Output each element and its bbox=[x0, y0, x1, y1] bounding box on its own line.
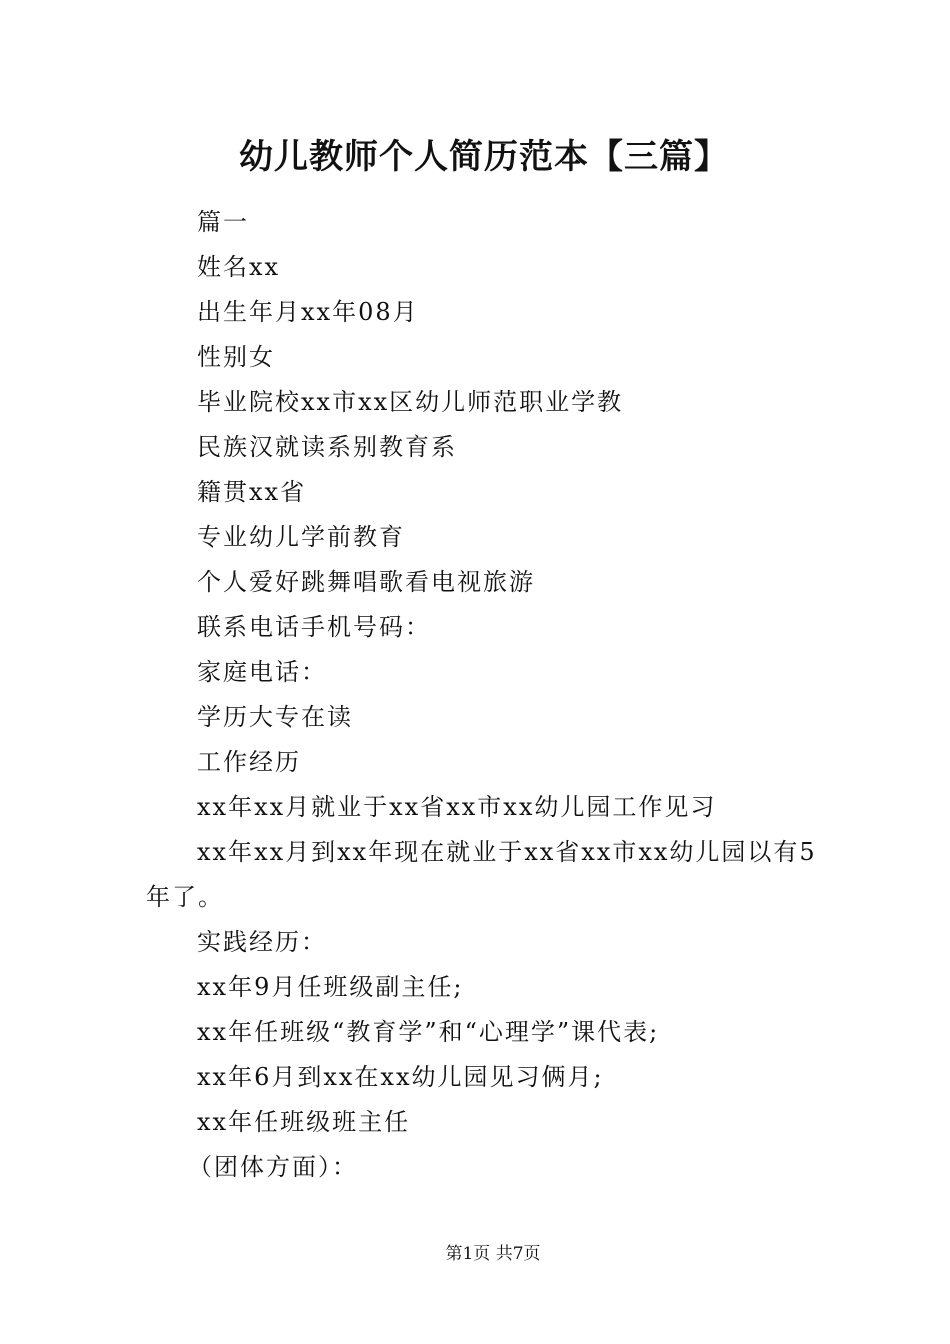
paragraph: xx年6月到xx在xx幼儿园见习俩月; bbox=[197, 1063, 604, 1091]
paragraph: 民族汉就读系别教育系 bbox=[197, 433, 457, 461]
paragraph: xx年任班级“教育学”和“心理学”课代表; bbox=[197, 1018, 660, 1046]
paragraph: xx年xx月到xx年现在就业于xx省xx市xx幼儿园以有5年了。 bbox=[146, 838, 817, 911]
paragraph: 工作经历 bbox=[197, 748, 301, 776]
paragraph: 联系电话手机号码： bbox=[197, 613, 431, 641]
paragraph: 毕业院校xx市xx区幼儿师范职业学教 bbox=[197, 388, 624, 416]
document-title: 幼儿教师个人简历范本【三篇】 bbox=[239, 137, 729, 177]
paragraph: 籍贯xx省 bbox=[197, 478, 307, 506]
paragraph: 学历大专在读 bbox=[197, 703, 353, 731]
paragraph: 家庭电话： bbox=[197, 658, 327, 686]
paragraph: 个人爱好跳舞唱歌看电视旅游 bbox=[197, 568, 535, 596]
paragraph: 专业幼儿学前教育 bbox=[197, 523, 405, 551]
paragraph: 实践经历： bbox=[197, 928, 327, 956]
page-indicator: 第1页 共7页 bbox=[445, 1244, 541, 1264]
paragraph: 篇一 bbox=[197, 208, 249, 236]
paragraph: （团体方面）： bbox=[188, 1153, 358, 1181]
paragraph: xx年9月任班级副主任; bbox=[197, 973, 464, 1001]
paragraph: 姓名xx bbox=[197, 253, 281, 281]
paragraph: xx年xx月就业于xx省xx市xx幼儿园工作见习 bbox=[197, 793, 717, 821]
document-body bbox=[146, 200, 826, 1190]
page-footer bbox=[0, 1240, 950, 1268]
paragraph: 性别女 bbox=[197, 343, 275, 371]
paragraph: 出生年月xx年08月 bbox=[197, 298, 419, 326]
paragraph: xx年任班级班主任 bbox=[197, 1108, 411, 1136]
